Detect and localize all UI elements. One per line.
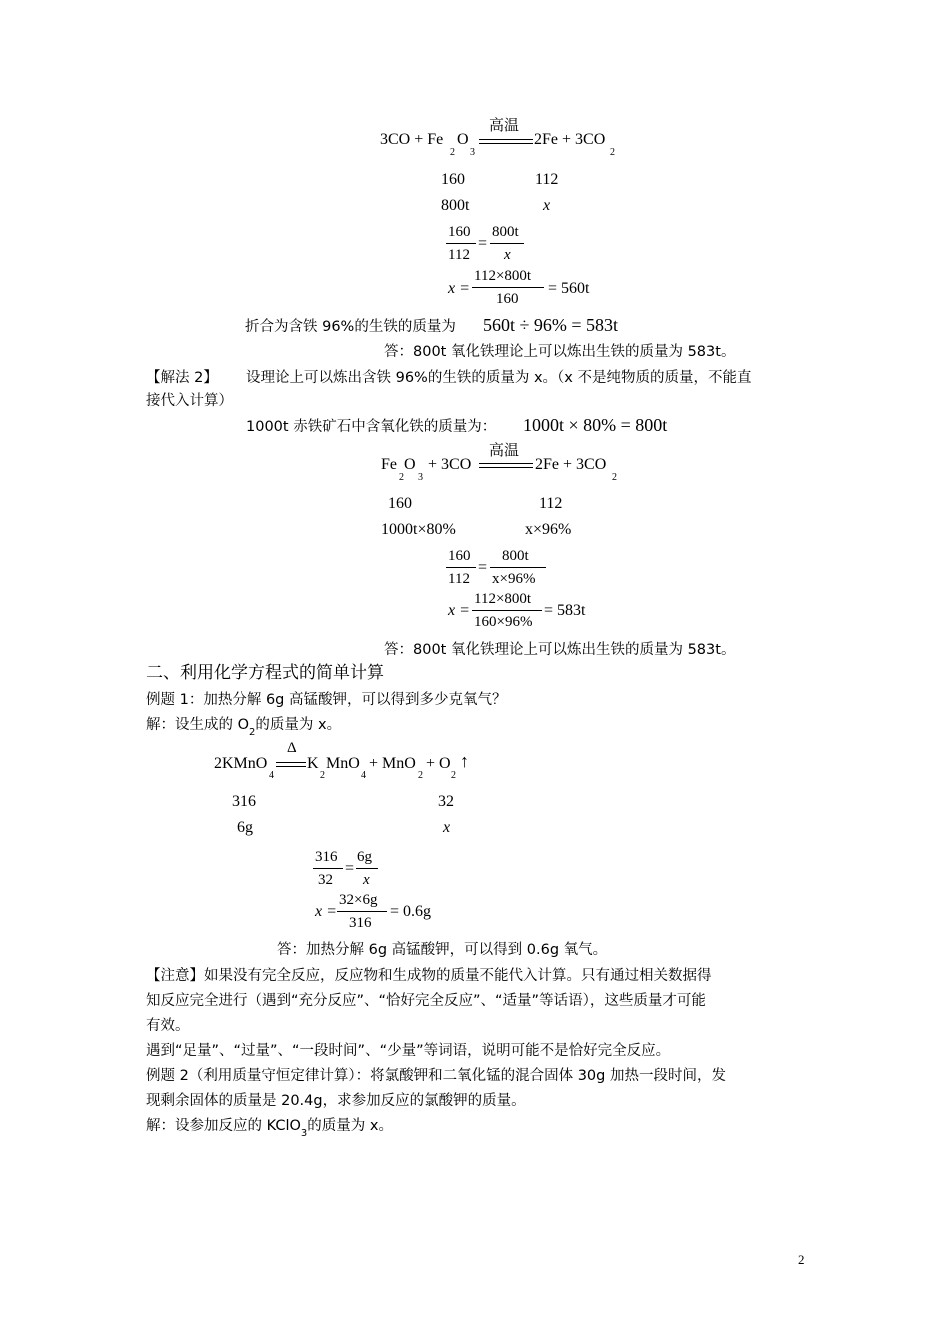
ex1-product-k: K	[307, 755, 319, 772]
eq1-ratio-b: 112	[535, 171, 559, 188]
ex1-prop-fraction-2	[356, 849, 378, 889]
eq1-prop-fraction-1	[446, 224, 476, 264]
ex1-unknown: x	[443, 819, 451, 836]
ex1-product-mno2: + MnO	[369, 755, 416, 772]
eq2-plus: + 3CO	[428, 456, 472, 473]
denominator: 316	[349, 915, 372, 931]
eq1-sub3: 2	[610, 147, 615, 158]
numerator: 160	[448, 548, 471, 564]
denominator: 160	[496, 291, 519, 307]
ex1-double-arrow	[276, 762, 306, 767]
fraction-bar	[313, 868, 343, 869]
fraction-bar	[472, 287, 544, 288]
solve-prefix: 解：设生成的 O	[146, 717, 250, 733]
eq2-calc-fraction	[472, 591, 542, 631]
method2-label: 【解法 2】	[146, 370, 218, 386]
eq2-mid: O	[404, 456, 416, 473]
eq1-ratio-a: 160	[441, 171, 465, 188]
method2-line2: 接代入计算）	[146, 393, 233, 409]
convert-expression: 560t ÷ 96% = 583t	[483, 315, 619, 335]
numerator: 316	[315, 849, 338, 865]
eq2-prop-fraction-2	[490, 548, 546, 588]
eq2-calc-lhs: x =	[448, 602, 470, 619]
fraction-bar	[490, 243, 524, 244]
eq1-sub1: 2	[450, 147, 455, 158]
example2-line2: 现剩余固体的质量是 20.4g，求参加反应的氯酸钾的质量。	[146, 1093, 526, 1109]
solve-subscript: 3	[300, 1128, 308, 1139]
eq1-condition: 高温	[489, 116, 520, 134]
eq2-unknown: x×96%	[525, 521, 572, 538]
eq2-right: 2Fe + 3CO	[535, 456, 607, 473]
denominator: x	[504, 247, 511, 263]
eq2-condition: 高温	[489, 441, 520, 459]
numerator: 112×800t	[474, 268, 532, 284]
example2-solve	[146, 1118, 393, 1139]
denominator: 32	[318, 872, 333, 888]
eq1-right: 2Fe + 3CO	[534, 131, 606, 148]
eq2-sub2: 3	[418, 472, 423, 483]
fraction-bar	[472, 610, 542, 611]
ex1-product-o2-sub: 2	[451, 770, 456, 781]
equals-sign: =	[478, 235, 488, 252]
eq1-mid: O	[457, 131, 469, 148]
denominator: 160×96%	[474, 614, 533, 630]
eq1-calc-result: = 560t	[548, 280, 590, 297]
eq1-left: 3CO + Fe	[380, 131, 444, 148]
section-title: 二、利用化学方程式的简单计算	[146, 663, 384, 683]
denominator: 112	[448, 571, 470, 587]
method2-line1: 设理论上可以炼出含铁 96%的生铁的质量为 x。（x 不是纯物质的质量，不能直	[246, 370, 752, 386]
numerator: 800t	[492, 224, 519, 240]
note-line2: 知反应完全进行（遇到“充分反应”、“恰好完全反应”、“适量”等话语），这些质量才可能	[146, 993, 706, 1009]
answer-2: 答：800t 氧化铁理论上可以炼出生铁的质量为 583t。	[384, 642, 736, 658]
eq2-prop-fraction-1	[446, 548, 476, 588]
eq2-ratio-b: 112	[539, 495, 563, 512]
ex1-calc-result: = 0.6g	[390, 903, 432, 920]
eq1-sub2: 3	[470, 147, 475, 158]
fraction-bar	[356, 868, 378, 869]
ex1-reactant-sub: 4	[269, 770, 274, 781]
solve-subscript: 2	[249, 727, 256, 738]
eq2-given: 1000t×80%	[381, 521, 456, 538]
ex1-reactant: 2KMnO	[214, 755, 268, 772]
ex1-product-o2: + O	[426, 755, 451, 772]
denominator: 112	[448, 247, 470, 263]
ex1-product-mno2-sub: 2	[418, 770, 423, 781]
note-line4: 遇到“足量”、“过量”、“一段时间”、“少量”等词语，说明可能不是恰好完全反应。	[146, 1043, 671, 1059]
example1-solve	[146, 717, 342, 738]
fraction-bar	[490, 567, 546, 568]
fraction-bar	[446, 567, 476, 568]
solve-suffix: 的质量为 x。	[255, 717, 342, 733]
solve-prefix: 解：设参加反应的 KClO	[146, 1118, 301, 1134]
answer-1: 答：800t 氧化铁理论上可以炼出生铁的质量为 583t。	[384, 344, 736, 360]
eq2-sub3: 2	[612, 472, 617, 483]
equals-sign: =	[478, 559, 488, 576]
eq1-given: 800t	[441, 197, 470, 214]
numerator: 112×800t	[474, 591, 532, 607]
ex1-ratio-a: 316	[232, 793, 256, 810]
example1-answer: 答：加热分解 6g 高锰酸钾，可以得到 0.6g 氧气。	[277, 942, 608, 958]
note-line3: 有效。	[146, 1018, 190, 1034]
eq2-sub1: 2	[399, 472, 404, 483]
numerator: 6g	[357, 849, 372, 865]
denominator: x×96%	[492, 571, 536, 587]
eq2-left: Fe	[381, 456, 397, 473]
solve-suffix: 的质量为 x。	[307, 1118, 393, 1134]
example1-question: 例题 1：加热分解 6g 高锰酸钾，可以得到多少克氧气？	[146, 692, 507, 708]
ex1-product-mno: MnO	[326, 755, 360, 772]
ex1-given: 6g	[237, 819, 253, 836]
ex1-product-k-sub: 2	[320, 770, 325, 781]
gas-up-arrow-icon: ↑	[460, 751, 469, 771]
ex1-ratio-b: 32	[438, 793, 454, 810]
eq1-prop-fraction-2	[490, 224, 524, 264]
eq1-unknown: x	[543, 197, 551, 214]
eq2-ratio-a: 160	[388, 495, 412, 512]
equals-sign: =	[345, 860, 355, 877]
ex1-calc-lhs: x =	[315, 903, 337, 920]
eq2-double-arrow	[479, 463, 533, 468]
ex1-prop-fraction-1	[313, 849, 343, 889]
note-line1: 【注意】如果没有完全反应，反应物和生成物的质量不能代入计算。只有通过相关数据得	[146, 968, 712, 984]
ex1-calc-fraction	[337, 892, 387, 932]
numerator: 160	[448, 224, 471, 240]
ex1-product-mno-sub: 4	[361, 770, 366, 781]
example2-line1: 例题 2（利用质量守恒定律计算）：将氯酸钾和二氧化锰的混合固体 30g 加热一段时间，发	[146, 1068, 726, 1084]
ex1-condition-delta: Δ	[287, 740, 297, 756]
eq2-calc-result: = 583t	[544, 602, 586, 619]
page-number: 2	[798, 1252, 805, 1267]
fraction-bar	[337, 911, 387, 912]
ore-text: 1000t 赤铁矿石中含氧化铁的质量为：	[246, 419, 497, 435]
ore-expression: 1000t × 80% = 800t	[523, 415, 668, 435]
eq1-calc-fraction	[472, 268, 544, 308]
denominator: x	[363, 872, 370, 888]
numerator: 32×6g	[339, 892, 378, 908]
numerator: 800t	[502, 548, 529, 564]
eq1-calc-lhs: x =	[448, 280, 470, 297]
fraction-bar	[446, 243, 476, 244]
eq1-double-arrow	[479, 139, 533, 144]
convert-text: 折合为含铁 96%的生铁的质量为	[245, 319, 456, 335]
